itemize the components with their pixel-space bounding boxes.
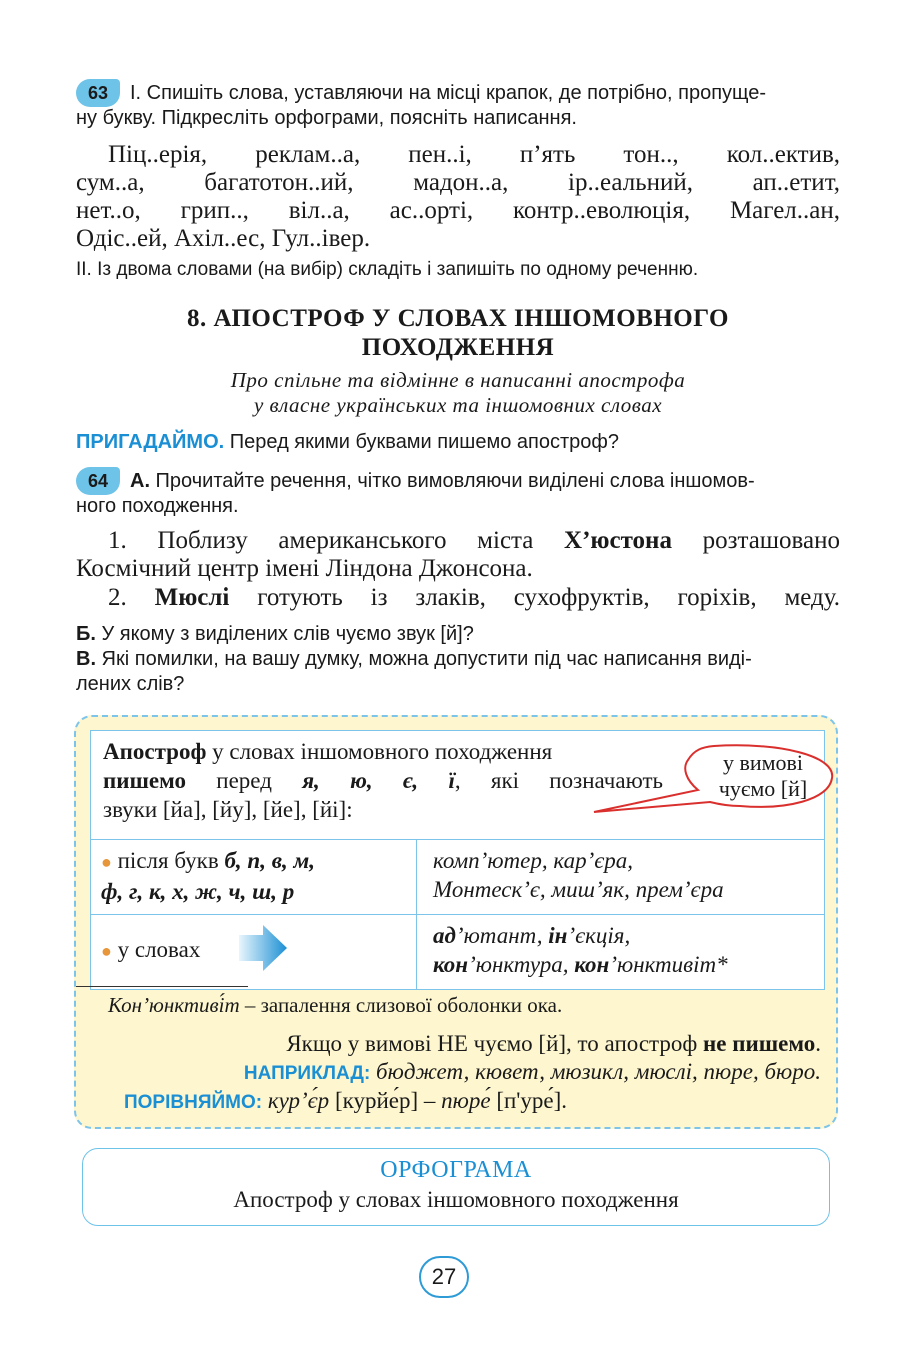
rule-cell (91, 915, 417, 990)
section-subtitle (76, 368, 840, 418)
task-instruction-cont (76, 106, 840, 131)
prefix: ін (548, 923, 568, 948)
bullet-icon: ● (101, 852, 112, 872)
bubble-line: чуємо [й] (718, 776, 808, 801)
text: у словах (111, 937, 201, 962)
compare-label: ПОРІВНЯЙМО: (124, 1092, 263, 1113)
emphasis: не пишемо (703, 1031, 816, 1056)
word-list (76, 141, 840, 253)
sentence-line (76, 527, 840, 555)
task-number-badge: 63 (76, 79, 120, 107)
text: розташовано (671, 527, 840, 554)
part-v-line: лених слів? (76, 673, 185, 695)
orthogram-title: ОРФОГРАМА (380, 1157, 532, 1183)
prefix: ад (433, 923, 456, 948)
text: ’ютант, (455, 923, 549, 948)
word-line: сум..а, багатотон..ий, мадон..а, ір..еальний, ап..етит, (76, 169, 840, 196)
text: . (815, 1031, 821, 1056)
orthogram-text: Апостроф у словах іншомовного походження (233, 1187, 679, 1212)
example-line (433, 921, 808, 950)
transcription: [п'уре́]. (490, 1088, 568, 1113)
recall-line (76, 430, 840, 455)
letters: ф, г, к, х, ж, ч, ш, р (101, 879, 295, 904)
sentence-line (76, 584, 840, 612)
rule-line: звуки [йа], [йу], [йе], [йі]: (103, 797, 353, 822)
text: – запалення слизової оболонки ока. (239, 993, 563, 1017)
highlighted-word: Х’юстона (564, 527, 672, 554)
subtitle-line: у власне українських та іншомовних словах (253, 393, 663, 417)
text: перед (186, 768, 303, 793)
compare-word: пюре́ (441, 1088, 491, 1113)
speech-bubble-text (688, 750, 838, 802)
rule-cell (417, 840, 825, 915)
highlighted-word: Мюслі (154, 584, 230, 611)
orthogram-box (82, 1148, 830, 1226)
sentence-1 (76, 527, 840, 583)
sentence-line: Космічний центр імені Ліндона Джонсона. (76, 555, 533, 582)
part-a-label: А. (130, 470, 150, 492)
prefix: кон (574, 952, 610, 977)
compare-word: кур’є́р (262, 1088, 330, 1113)
example-line: Монтеск’є, миш’як, прем’єра (433, 877, 724, 902)
text: , які позначають (454, 768, 663, 793)
part-v-label: В. (76, 648, 96, 670)
part-v-text: Які помилки, на вашу думку, можна допустити під час написання виді- (96, 648, 752, 670)
task-instruction-cont: ного походження. (76, 495, 239, 517)
task-instruction (130, 469, 840, 494)
footnote (108, 992, 562, 1018)
rule-term: Апостроф (103, 739, 207, 764)
part-v-line (76, 647, 840, 672)
recall-label: ПРИГАДАЙМО. (76, 431, 225, 453)
text: 1. Поблизу американського міста (108, 527, 565, 554)
task-instruction (130, 81, 840, 106)
letters: я, ю, є, ї (302, 768, 455, 793)
footnote-divider (76, 986, 248, 987)
rule-line (101, 846, 406, 877)
rule-cell (417, 915, 825, 990)
rule-line (101, 877, 406, 906)
rule-line (103, 766, 663, 795)
rule-term: пишемо (103, 768, 186, 793)
part-v (76, 647, 840, 697)
word-line: Одіс..ей, Ахіл..ес, Гул..івер. (76, 225, 371, 252)
text: ’юнктивіт* (609, 952, 728, 977)
footnote-term: Кон’юнктиві́т (108, 993, 240, 1017)
arrow-right-icon (239, 925, 289, 971)
bubble-line: у вимові (722, 750, 804, 775)
example-line: комп’ютер, кар’єра, (433, 848, 634, 873)
page-number: 27 (419, 1256, 469, 1298)
part-b-label: Б. (76, 623, 96, 645)
instruction-line: І. Спишіть слова, уставляючи на місці крапок, де потрібно, пропуще- (130, 82, 767, 104)
bullet-icon: ● (101, 941, 112, 961)
recall-text: Перед якими буквами пишемо апостроф? (224, 431, 619, 453)
subtitle-line: Про спільне та відмінне в написанні апострофа (230, 368, 686, 392)
transcription: [курйе́р] – (329, 1088, 442, 1113)
compare-line (124, 1087, 567, 1117)
text: 2. (108, 584, 155, 611)
example-line (76, 1058, 821, 1088)
section-title-line: ПОХОДЖЕННЯ (361, 334, 555, 361)
part-a-text: Прочитайте речення, чітко вимовляючи виділені слова іншомов- (150, 470, 755, 492)
section-title (76, 304, 840, 362)
part-b-text: У якому з виділених слів чуємо звук [й]? (95, 623, 474, 645)
example-label: НАПРИКЛАД: (243, 1063, 371, 1084)
sentence-2 (76, 584, 840, 612)
text: ’юнктура, (468, 952, 575, 977)
word-line: Піц..ерія, реклам..а, пен..і, п’ять тон.., кол..ектив, (108, 141, 840, 168)
example-line (433, 950, 808, 979)
text: ’єкція, (567, 923, 631, 948)
text: Якщо у вимові НЕ чуємо [й], то апостроф (286, 1031, 704, 1056)
word-line: нет..о, грип.., віл..а, ас..орті, контр..еволюція, Магел..ан, (76, 197, 840, 224)
text: у словах іншомовного походження (206, 739, 553, 764)
prefix: кон (433, 952, 469, 977)
task-number-badge: 64 (76, 467, 120, 495)
letters: б, п, в, м, (224, 848, 316, 873)
task-part-two: ІІ. Із двома словами (на вибір) складіть і запишіть по одному реченню. (76, 259, 699, 280)
part-b (76, 622, 840, 647)
text: готують із злаків, сухофруктів, горіхів, меду. (229, 584, 841, 611)
section-title-line: 8. АПОСТРОФ У СЛОВАХ ІНШОМОВНОГО (187, 305, 729, 332)
rule-cell (91, 840, 417, 915)
instruction-line: ну букву. Підкресліть орфограми, поясніть написання. (76, 107, 577, 129)
text: після букв (111, 848, 225, 873)
no-apostrophe-rule (76, 1030, 821, 1058)
example-words: бюджет, кювет, мюзикл, мюслі, пюре, бюро. (370, 1059, 821, 1084)
